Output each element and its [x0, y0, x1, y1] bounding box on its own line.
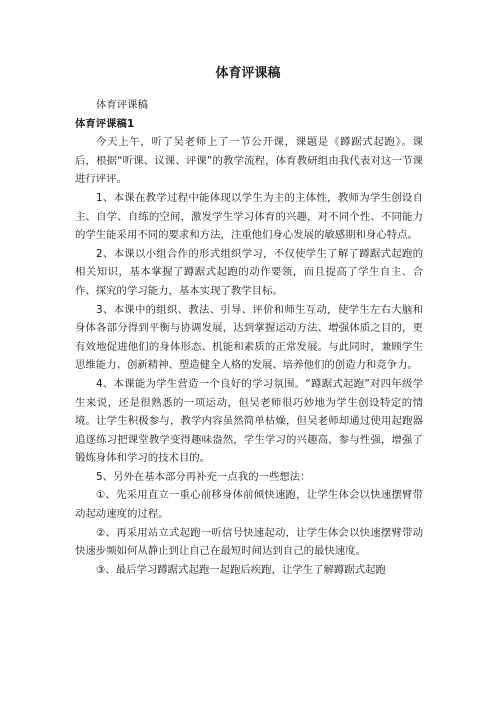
section-heading: 体育评课稿1: [75, 117, 135, 130]
paragraph-intro: 今天上午，听了吴老师上了一节公开课，课题是《蹲踞式起跑》。课后，根据“听课、议课、评课”的教学流程，体育教研组由我代表对这一节课进行评评。: [75, 136, 423, 186]
paragraph-suggestion-3: ③、最后学习蹲踞式起跑一起跑后疾跑，让学生了解蹲踞式起跑: [96, 563, 386, 576]
document-title: 体育评课稿: [215, 66, 281, 81]
document-body: [75, 96, 423, 579]
paragraph-suggestion-1: ①、先采用直立一重心前移身体前倾快速跑，让学生体会以快速摆臂带动起动速度的过程。: [75, 489, 423, 521]
paragraph-point-5: 5、另外在基本部分再补充一点我的一些想法：: [96, 470, 311, 483]
document-subtitle: 体育评课稿: [96, 99, 148, 111]
paragraph-point-2: 2、本课以小组合作的形式组织学习，不仅使学生了解了蹲踞式起跑的相关知识，基本掌握了蹲踞式起跑的动作要领，而且提高了学生自主、合作、探究的学习能力，基本实现了教学目标。: [75, 247, 423, 297]
paragraph-point-3: 3、本课中的组织、教法、引导、评价和师生互动，使学生左右大脑和身体各部分得到平衡与协调发展，达到掌握运动方法、增强体质之目的，更有效地促进他们的身体形态、机能和素质的正常发展。与此同时，兼顾学生思维能力、创新精神、塑造健全人格的发展、培养他们的创造力和竞争力。: [75, 303, 423, 372]
paragraph-point-1: 1、本课在教学过程中能体现以学生为主的主体性，教师为学生创设自主、自学、自练的空间，激发学生学习体育的兴趣，对不同个性、不同能力的学生能采用不同的要求和方法，注重他们身心发展的敏感期和身心特点。: [75, 191, 423, 242]
paragraph-point-4: 4、本课能为学生营造一个良好的学习氛围。“蹲踞式起跑”对四年级学生来说，还是很熟悉的一项运动，但吴老师很巧妙地为学生创设特定的情境。让学生积极参与，教学内容虽然简单枯燥，但吴老师却通过使用起跑器追逐练习把课堂教学变得趣味盎然，学生学习的兴趣高，参与性强，增强了锻炼身体和学习的技术目的。: [75, 377, 423, 465]
paragraph-suggestion-2: ②、再采用站立式起跑一听信号快速起动，让学生体会以快速摆臂带动快速步频如何从静止到让自己在最短时间达到自己的最快速度。: [75, 526, 423, 558]
